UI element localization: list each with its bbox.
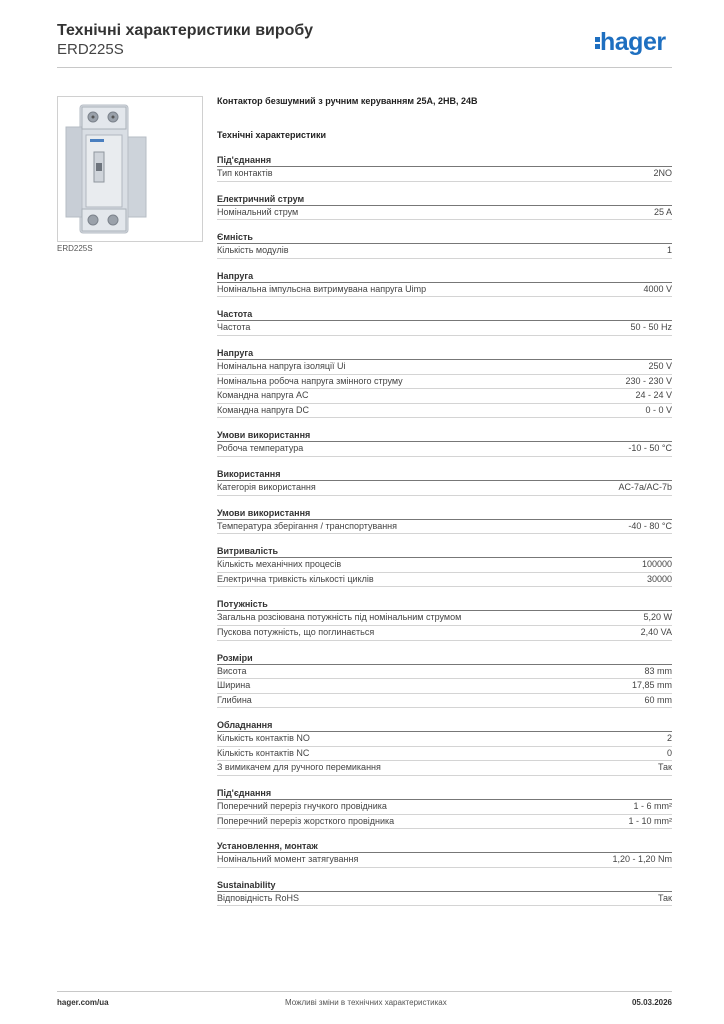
- spec-row-value: 1: [666, 245, 672, 256]
- spec-row-label: Пускова потужність, що поглинається: [217, 626, 375, 637]
- specification-section: [217, 96, 672, 906]
- spec-row-label: Загальна розсіювана потужність під номінальним струмом: [217, 612, 462, 623]
- spec-row-label: Глибина: [217, 694, 252, 705]
- spec-row-value: 2NO: [653, 168, 672, 178]
- spec-group-heading: Sustainability: [217, 879, 672, 892]
- spec-group-heading: Умови використання: [217, 507, 672, 520]
- spec-row-label: Командна напруга AC: [217, 390, 309, 401]
- spec-row: [217, 244, 672, 259]
- spec-row-value: Так: [657, 762, 672, 773]
- product-image: [57, 96, 203, 242]
- footer-date: 05.03.2026: [631, 998, 672, 1007]
- spec-row-value: 83 mm: [644, 665, 672, 676]
- spec-row: [217, 815, 672, 830]
- spec-row: [217, 360, 672, 375]
- spec-row: [217, 442, 672, 457]
- spec-row-value: 100000: [641, 559, 672, 570]
- spec-row: [217, 892, 672, 907]
- hager-logo: [595, 28, 666, 57]
- footer-website: hager.com/ua: [57, 998, 109, 1007]
- spec-row-label: Категорія використання: [217, 481, 316, 492]
- contactor-picture-icon: [58, 97, 202, 241]
- product-code: ERD225S: [57, 41, 124, 58]
- spec-row-value: 250 V: [648, 360, 672, 371]
- spec-row-label: Висота: [217, 665, 247, 676]
- spec-group-heading: Використання: [217, 468, 672, 481]
- spec-group-heading: Напруга: [217, 347, 672, 360]
- spec-row-value: 0: [666, 747, 672, 758]
- spec-row-label: Частота: [217, 322, 251, 333]
- spec-row: [217, 665, 672, 680]
- spec-row: [217, 283, 672, 298]
- spec-group-heading: Обладнання: [217, 719, 672, 732]
- spec-title: Контактор безшумний з ручним керуванням 25A, 2НВ, 24В: [217, 96, 478, 106]
- spec-row: [217, 389, 672, 404]
- spec-row: [217, 558, 672, 573]
- spec-row: [217, 853, 672, 868]
- spec-group-heading: Установлення, монтаж: [217, 840, 672, 853]
- spec-row: [217, 481, 672, 496]
- footer-divider: [57, 991, 672, 992]
- spec-row-label: Кількість модулів: [217, 245, 289, 256]
- spec-group-heading: Частота: [217, 308, 672, 321]
- spec-row-label: Температура зберігання / транспортування: [217, 520, 398, 531]
- spec-row-label: Ширина: [217, 680, 251, 691]
- spec-row-value: 2: [666, 733, 672, 744]
- spec-row-value: -10 - 50 °C: [628, 443, 672, 454]
- spec-row-label: Кількість контактів NO: [217, 733, 310, 744]
- spec-row-value: 5,20 W: [643, 612, 672, 623]
- spec-row-label: Поперечний переріз жорсткого провідника: [217, 815, 395, 826]
- spec-row-label: Кількість контактів NC: [217, 747, 310, 758]
- logo-text: hager: [600, 28, 666, 56]
- spec-row: [217, 404, 672, 419]
- image-caption: ERD225S: [57, 244, 93, 253]
- spec-row-label: З вимикачем для ручного перемикання: [217, 762, 381, 773]
- spec-row: [217, 520, 672, 535]
- spec-group-heading: Розміри: [217, 652, 672, 665]
- spec-row: [217, 206, 672, 221]
- spec-row-label: Командна напруга DC: [217, 404, 309, 415]
- spec-row: [217, 800, 672, 815]
- spec-group-heading: Під'єднання: [217, 154, 672, 167]
- spec-row-label: Номінальна робоча напруга змінного струму: [217, 375, 403, 386]
- spec-row-label: Тип контактів: [217, 168, 273, 178]
- spec-row: [217, 679, 672, 694]
- spec-row: [217, 747, 672, 762]
- spec-row-value: 2,40 VA: [640, 626, 672, 637]
- spec-group-heading: Ємність: [217, 231, 672, 244]
- footer-note: Можливі зміни в технічних характеристиках: [285, 998, 447, 1007]
- spec-row-value: AC-7a/AC-7b: [618, 481, 672, 492]
- spec-row-value: 0 - 0 V: [645, 404, 672, 415]
- spec-row: [217, 321, 672, 336]
- spec-row-value: 60 mm: [644, 694, 672, 705]
- spec-row: [217, 573, 672, 588]
- spec-group-heading: Умови використання: [217, 429, 672, 442]
- spec-row-value: Так: [657, 892, 672, 903]
- spec-row: [217, 761, 672, 776]
- spec-row-value: 30000: [646, 573, 672, 584]
- spec-groups: [217, 154, 672, 906]
- spec-row-value: 230 - 230 V: [625, 375, 672, 386]
- spec-row: [217, 732, 672, 747]
- spec-group-heading: Електричний струм: [217, 193, 672, 206]
- spec-group-heading: Потужність: [217, 598, 672, 611]
- spec-row: [217, 611, 672, 626]
- spec-row-value: 24 - 24 V: [635, 390, 672, 401]
- spec-row-label: Номінальний момент затягування: [217, 854, 359, 865]
- spec-row-value: 50 - 50 Hz: [630, 322, 672, 333]
- spec-row-value: -40 - 80 °C: [628, 520, 672, 531]
- spec-row-value: 25 A: [653, 206, 672, 217]
- spec-row: [217, 375, 672, 390]
- spec-row-label: Робоча температура: [217, 443, 304, 454]
- spec-group-heading: Витривалість: [217, 545, 672, 558]
- spec-row-value: 4000 V: [643, 283, 672, 294]
- spec-row-label: Номінальна напруга ізоляції Ui: [217, 360, 346, 371]
- spec-row: [217, 626, 672, 641]
- spec-row-label: Номінальний струм: [217, 206, 299, 217]
- spec-row-label: Поперечний переріз гнучкого провідника: [217, 801, 387, 812]
- spec-row: [217, 694, 672, 709]
- spec-group-heading: Напруга: [217, 270, 672, 283]
- spec-row-label: Кількість механічних процесів: [217, 559, 342, 570]
- spec-row-value: 17,85 mm: [631, 680, 672, 691]
- spec-group-heading: Під'єднання: [217, 787, 672, 800]
- spec-row-value: 1,20 - 1,20 Nm: [612, 854, 672, 865]
- spec-row-label: Номінальна імпульсна витримувана напруга Uimp: [217, 283, 427, 294]
- page-title: Технічні характеристики виробу: [57, 22, 313, 39]
- header-divider: [57, 67, 672, 68]
- spec-row: [217, 167, 672, 182]
- spec-subtitle: Технічні характеристики: [217, 130, 326, 140]
- spec-row-label: Відповідність RoHS: [217, 892, 299, 903]
- spec-row-label: Електрична тривкість кількості циклів: [217, 573, 374, 584]
- spec-row-value: 1 - 10 mm²: [628, 815, 672, 826]
- spec-row-value: 1 - 6 mm²: [633, 801, 672, 812]
